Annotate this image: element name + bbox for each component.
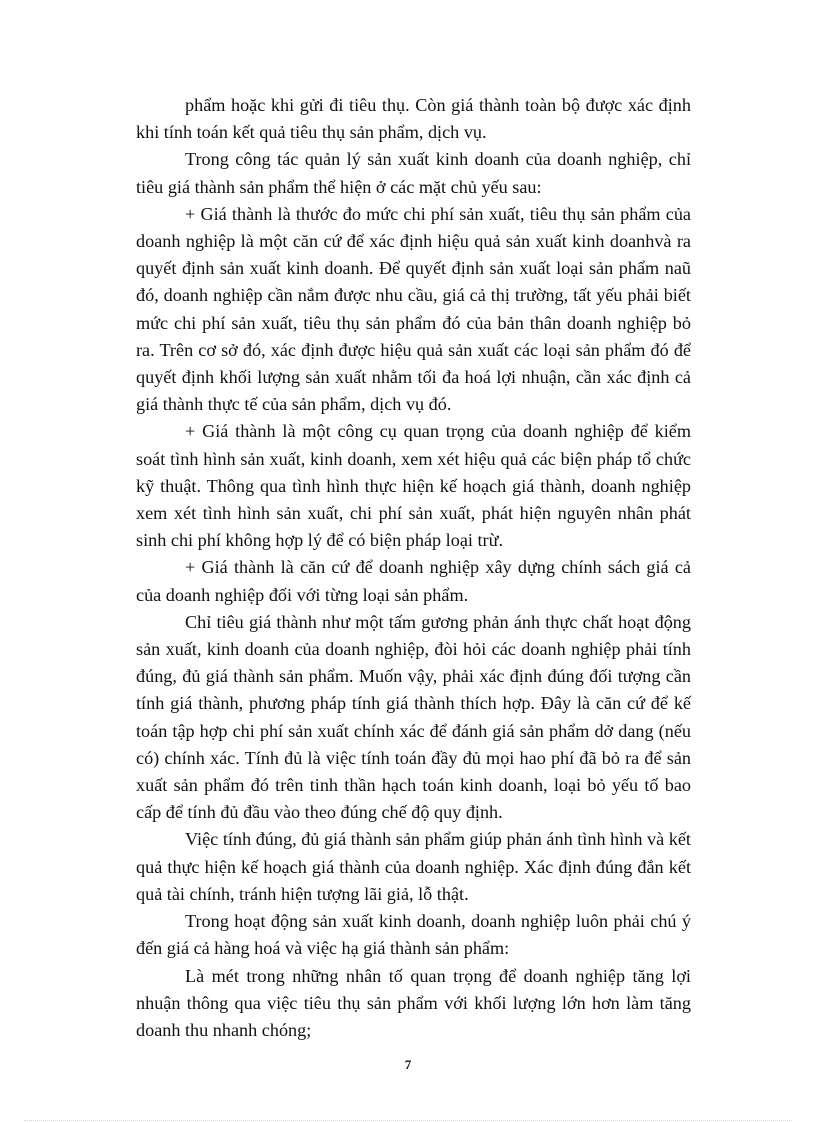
- paragraph-2: Trong công tác quản lý sản xuất kinh doanh của doanh nghiệp, chỉ tiêu giá thành sản phẩm thể hiện ở các mặt chủ yếu sau:: [136, 149, 691, 197]
- paragraph-1: phẩm hoặc khi gửi đi tiêu thụ. Còn giá thành toàn bộ được xác định khi tính toán kết quả tiêu thụ sản phẩm, dịch vụ.: [136, 95, 691, 143]
- page-bottom-divider: [24, 1120, 792, 1121]
- paragraph-9: Là mét trong những nhân tố quan trọng để doanh nghiệp tăng lợi nhuận thông qua việc tiêu thụ sản phẩm với khối lượng lớn hơn làm tăng doanh thu nhanh chóng;: [136, 965, 691, 1040]
- paragraph-8: Trong hoạt động sản xuất kinh doanh, doanh nghiệp luôn phải chú ý đến giá cả hàng hoá và việc hạ giá thành sản phẩm:: [136, 911, 691, 959]
- page-number: 7: [404, 1057, 412, 1072]
- document-page: [136, 92, 691, 1044]
- paragraph-7: Việc tính đúng, đủ giá thành sản phẩm giúp phản ánh tình hình và kết quả thực hiện kế hoạch giá thành của doanh nghiệp. Xác định đúng đắn kết quả tài chính, tránh hiện tượng lãi giả, lỗ thật.: [136, 829, 691, 904]
- paragraph-6: Chỉ tiêu giá thành như một tấm gương phản ánh thực chất hoạt động sản xuất, kinh doanh của doanh nghiệp, đòi hỏi các doanh nghiệp phải tính đúng, đủ giá thành sản phẩm. Muốn vậy, phải xác định đúng đối tượng cần tính giá thành, phương pháp tính giá thành thích hợp. Đây là căn cứ để kế toán tập hợp chi phí sản xuất chính xác để đánh giá sản phẩm dở dang (nếu có) chính xác. Tính đủ là việc tính toán đầy đủ mọi hao phí đã bỏ ra để sản xuất sản phẩm đó trên tinh thần hạch toán kinh doanh, loại bỏ yếu tố bao cấp để tính đủ đầu vào theo đúng chế độ quy định.: [136, 611, 691, 823]
- paragraph-3: + Giá thành là thước đo mức chi phí sản xuất, tiêu thụ sản phẩm của doanh nghiệp là một căn cứ để xác định hiệu quả sản xuất kinh doanhvà ra quyết định sản xuất kinh doanh. Để quyết định sản xuất loại sản phẩm naũ đó, doanh nghiệp cần nắm được nhu cầu, giá cả thị trường, tất yếu phải biết mức chi phí sản xuất, tiêu thụ sản phẩm đó của bản thân doanh nghiệp bỏ ra. Trên cơ sở đó, xác định được hiệu quả sản xuất các loại sản phẩm đó để quyết định khối lượng sản xuất nhằm tối đa hoá lợi nhuận, cần xác định cả giá thành thực tế của sản phẩm, dịch vụ đó.: [136, 203, 691, 415]
- paragraph-5: + Giá thành là căn cứ để doanh nghiệp xây dựng chính sách giá cả của doanh nghiệp đối với từng loại sản phẩm.: [136, 557, 691, 605]
- paragraph-4: + Giá thành là một công cụ quan trọng của doanh nghiệp để kiểm soát tình hình sản xuất, kinh doanh, xem xét hiệu quả các biện pháp tổ chức kỹ thuật. Thông qua tình hình thực hiện kế hoạch giá thành, doanh nghiệp xem xét tình hình sản xuất, chi phí sản xuất, phát hiện nguyên nhân phát sinh chi phí không hợp lý để có biện pháp loại trừ.: [136, 421, 691, 551]
